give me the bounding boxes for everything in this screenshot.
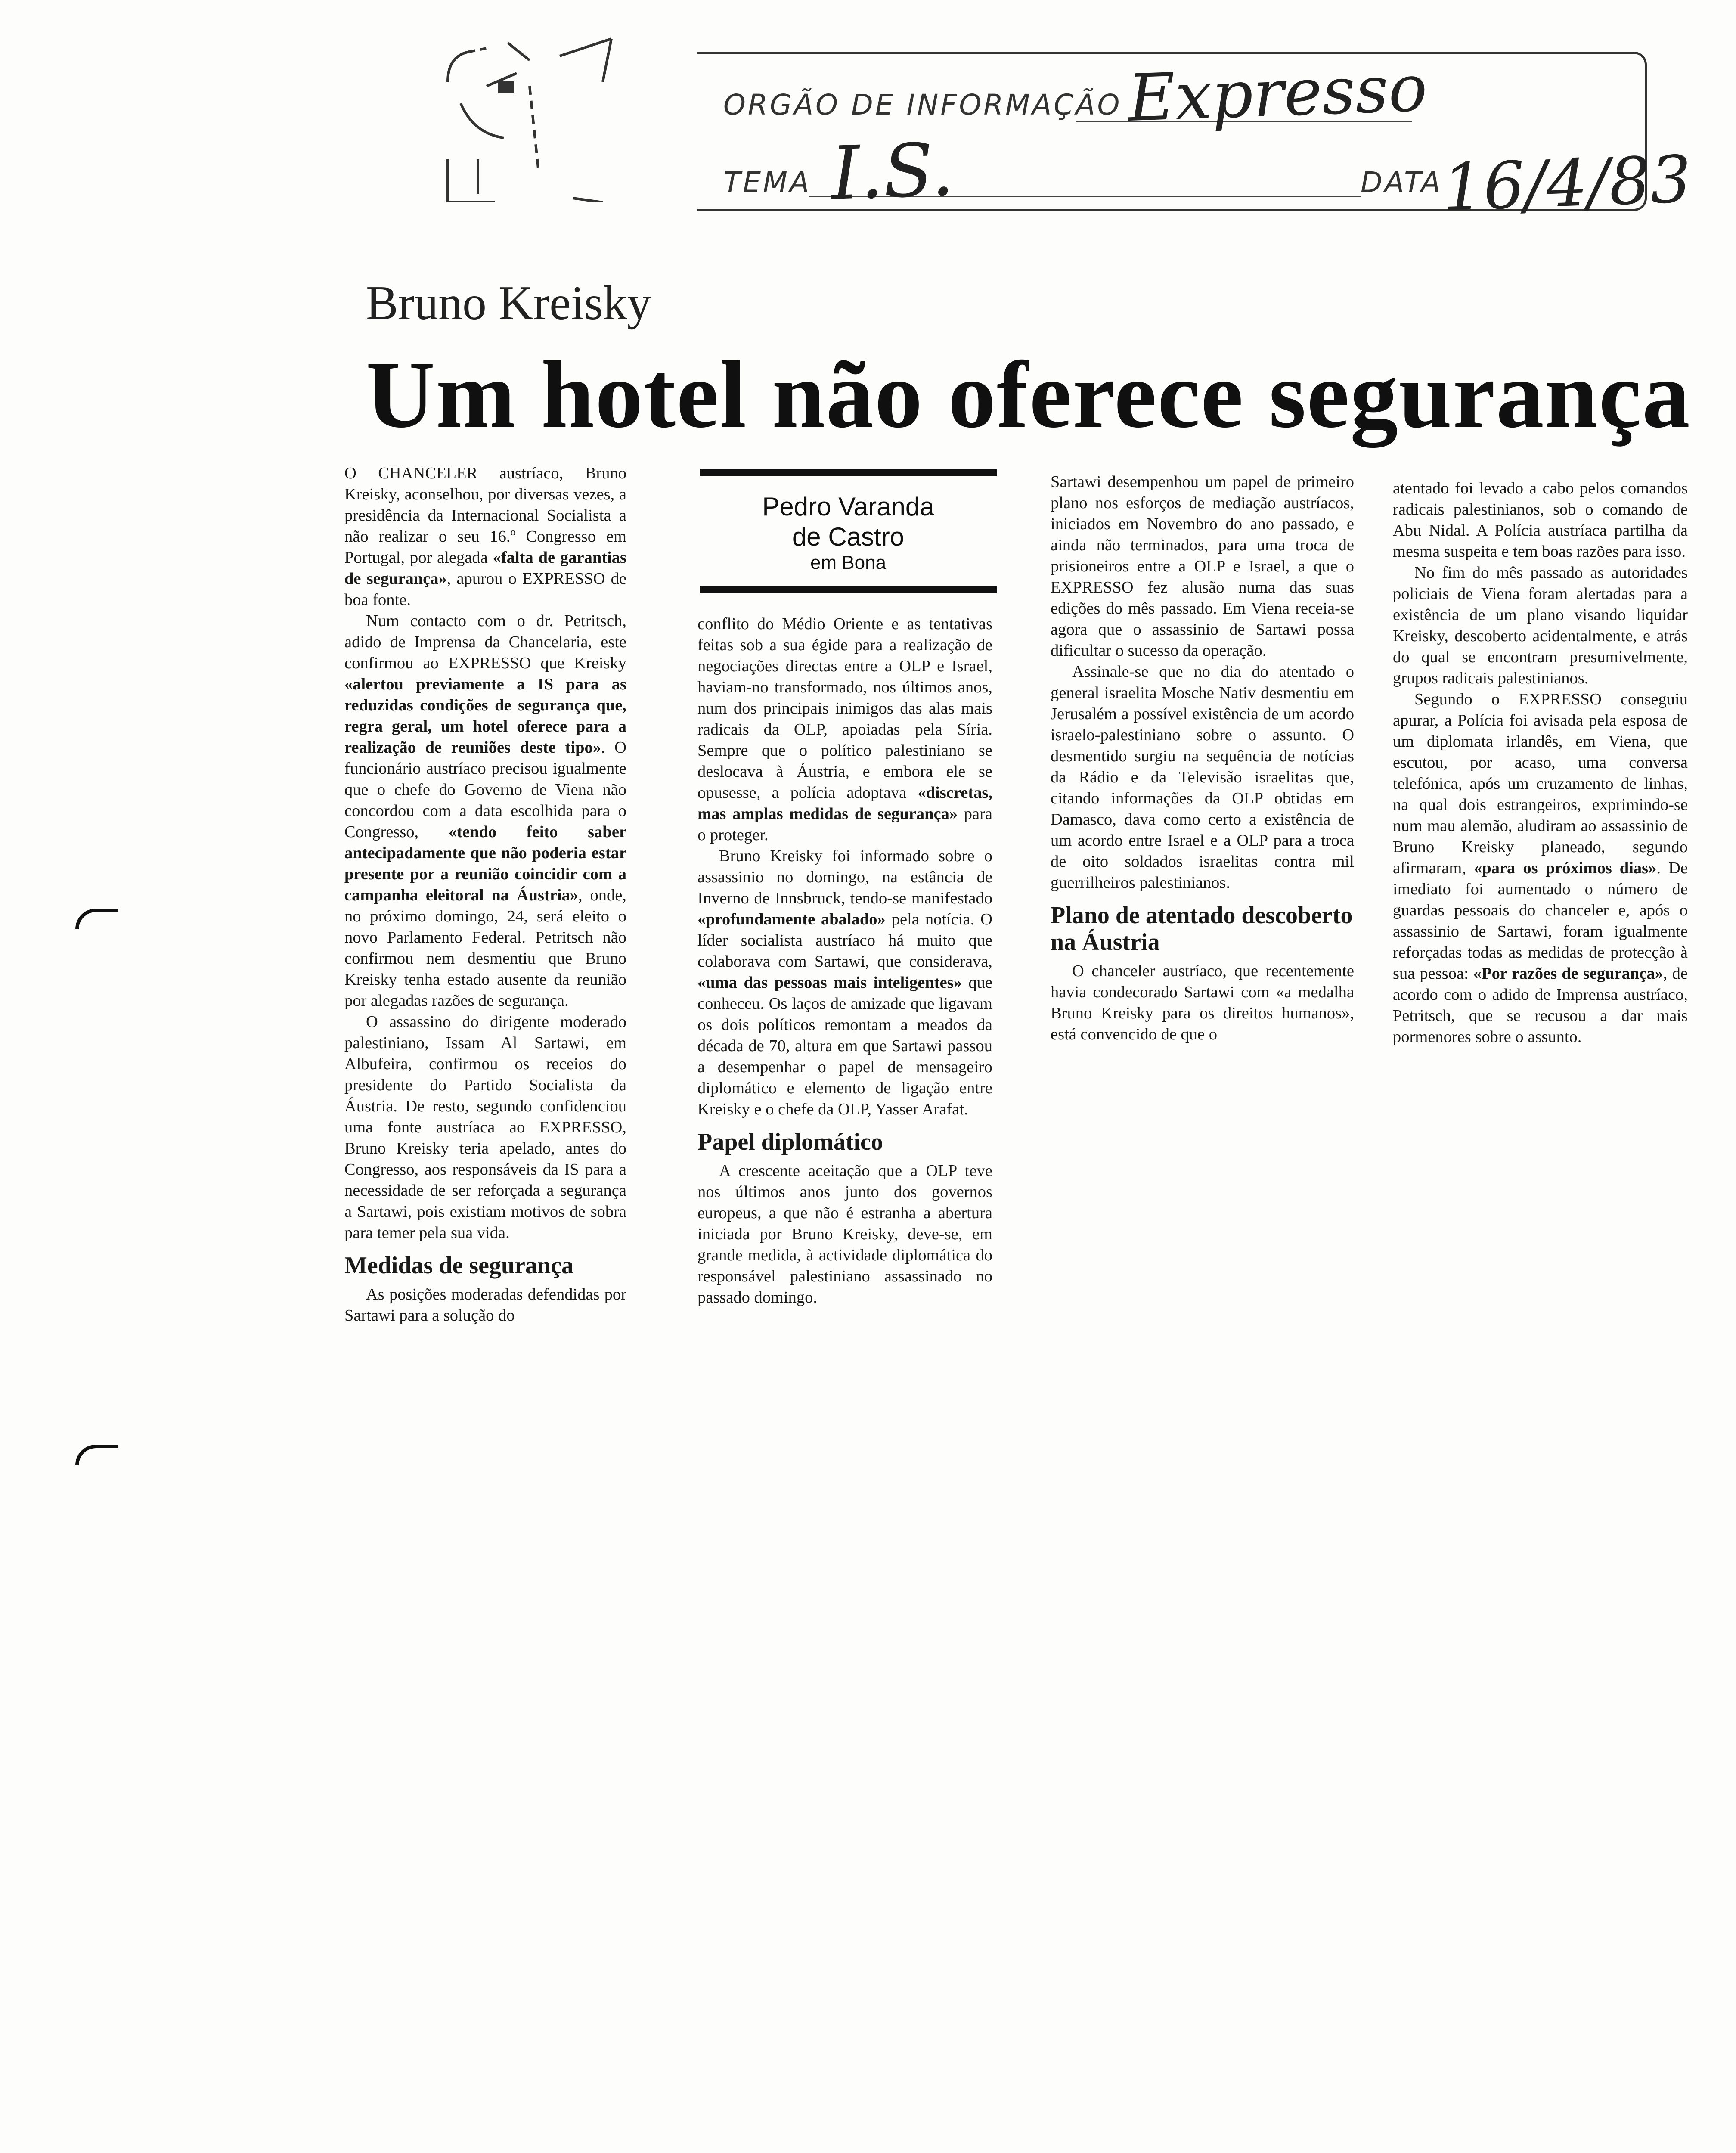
tema-value: I.S.: [829, 127, 956, 217]
subheading-papel: Papel diplomático: [698, 1129, 883, 1155]
orgao-label: ORGÃO DE INFORMAÇÃO: [723, 88, 1122, 121]
paragraph: As posições moderadas defendidas por Sartawi para a solução do: [344, 1285, 626, 1325]
subheading-medidas: Medidas de segurança: [344, 1252, 574, 1279]
byline-name-2: de Castro: [792, 522, 905, 551]
paragraph: Sartawi desempenhou um papel de primeiro plano nos esforços de mediação austríacos, iniciados em Novembro do ano passado, e ainda não terminados, para uma troca de prisioneiros entre a OLP e Israel, a que o EXPRESSO fez alusão numa das suas edições do mês passado. Em Viena receia-se agora que o assassinio de Sartawi possa dificultar o sucesso da operação.: [1051, 473, 1354, 660]
article-column-4: [1393, 478, 1688, 1048]
data-label: DATA: [1361, 166, 1443, 199]
paragraph: No fim do mês passado as autoridades policiais de Viena foram alertadas para a existência de um plano visando liquidar Kreisky, descoberto acidentalmente, e atrás do qual se encontram presumivelmente, grupos radicais palestinianos.: [1393, 564, 1688, 687]
paragraph: A crescente aceitação que a OLP teve nos últimos anos junto dos governos europeus, a que não é estranha a abertura iniciada por Bruno Kreisky, deve-se, em grande medida, à actividade diplomática do responsável palestiniano assassinado no passado domingo.: [698, 1162, 992, 1306]
scan-margin-mark: [75, 909, 118, 929]
byline-box: [700, 469, 997, 601]
orgao-value: Expresso: [1127, 50, 1429, 137]
byline-place: em Bona: [810, 552, 887, 573]
archive-logo-icon: [431, 30, 672, 202]
byline-top-rule: [700, 469, 997, 476]
byline-bottom-rule: [700, 586, 997, 593]
scan-margin-mark: [75, 1445, 118, 1465]
paragraph: Num contacto com o dr. Petritsch, adido de Imprensa da Chancelaria, este confirmou ao EXPRESSO que Kreisky «alertou previamente a IS para as reduzidas condições de segurança que, regra geral, um hotel oferece para a realização de reuniões deste tipo». O funcionário austríaco precisou igualmente que o chefe do Governo de Viena não concordou com a data escolhida para o Congresso, «tendo feito saber antecipadamente que não poderia estar presente por a reunião coincidir com a campanha eleitoral na Áustria», onde, no próximo domingo, 24, será eleito o novo Parlamento Federal. Petritsch não confirmou nem desmentiu que Bruno Kreisky tenha estado ausente da reunião por alegadas razões de segurança.: [344, 612, 626, 1010]
paragraph: O CHANCELER austríaco, Bruno Kreisky, aconselhou, por diversas vezes, a presidência da Internacional Socialista a não realizar o seu 16.º Congresso em Portugal, por alegada «falta de garantias de segurança», apurou o EXPRESSO de boa fonte.: [344, 464, 626, 609]
paragraph: atentado foi levado a cabo pelos comandos radicais palestinianos, sob o comando de Abu Nidal. A Polícia austríaca partilha da mesma suspeita e tem boas razões para isso.: [1393, 479, 1688, 561]
article-kicker: Bruno Kreisky: [366, 276, 651, 330]
paragraph: Bruno Kreisky foi informado sobre o assassinio no domingo, na estância de Inverno de Innsbruck, tendo-se manifestado «profundamente abalado» pela notícia. O líder socialista austríaco há muito que colaborava com Sartawi, que considerava, «uma das pessoas mais inteligentes» que conheceu. Os laços de amizade que ligavam os dois políticos remontam a meados da década de 70, altura em que Sartawi passou a desempenhar o papel de mensageiro diplomático e elemento de ligação entre Kreisky e o chefe da OLP, Yasser Arafat.: [698, 847, 992, 1118]
tema-label: TEMA: [723, 166, 812, 199]
data-value: 16/4/83: [1441, 142, 1693, 226]
paragraph: Segundo o EXPRESSO conseguiu apurar, a Polícia foi avisada pela esposa de um diplomata irlandês, em Viena, que escutou, por acaso, uma conversa telefónica, após um cruzamento de linhas, na qual dois estrangeiros, exprimindo-se num mau alemão, aludiram ao assassinio de Bruno Kreisky planeado, segundo afirmaram, «para os próximos dias». De imediato foi aumentado o número de guardas pessoais do chanceler e, após o assassinio de Sartawi, foram igualmente reforçadas todas as medidas de protecção à sua pessoa: «Por razões de segurança», de acordo com o adido de Imprensa austríaco, Petritsch, que se recusou a dar mais pormenores sobre o assunto.: [1393, 690, 1688, 1046]
article-column-1: [344, 463, 626, 1326]
paragraph: O assassino do dirigente moderado palestiniano, Issam Al Sartawi, em Albufeira, confirmou os receios do presidente do Partido Socialista da Áustria. De resto, segundo confidenciou uma fonte austríaca ao EXPRESSO, Bruno Kreisky teria apelado, antes do Congresso, aos responsáveis da IS para a necessidade de ser reforçada a segurança a Sartawi, pois existiam motivos de sobra para temer pela sua vida.: [344, 1013, 626, 1242]
paragraph: conflito do Médio Oriente e as tentativas feitas sob a sua égide para a realização de negociações directas entre a OLP e Israel, haviam-no transformado, nos últimos anos, num dos principais inimigos das alas mais radicais da OLP, apoiadas pela Síria. Sempre que o político palestiniano se deslocava à Áustria, e embora ele se opusesse, a polícia adoptava «discretas, mas amplas medidas de segurança» para o proteger.: [698, 615, 993, 844]
article-column-2: [698, 614, 992, 1308]
byline-name-1: Pedro Varanda: [762, 492, 934, 521]
paragraph: O chanceler austríaco, que recentemente havia condecorado Sartawi com «a medalha Bruno Kreisky para os direitos humanos», está convencido de que o: [1051, 962, 1354, 1043]
article-headline: Um hotel não oferece segurança: [366, 342, 1691, 448]
subheading-plano: Plano de atentado descoberto na Áustria: [1051, 902, 1353, 956]
article-column-3: [1051, 472, 1354, 1045]
paragraph: Assinale-se que no dia do atentado o general israelita Mosche Nativ desmentiu em Jerusalém a possível existência de um acordo israelo-palestiniano sobre o assunto. O desmentido surgiu na sequência de notícias da Rádio e da Televisão israelitas que, citando informações da OLP obtidas em Damasco, dava como certo a existência de um acordo entre Israel e a OLP para a troca de oito soldados israelitas contra mil guerrilheiros palestinianos.: [1051, 663, 1354, 892]
